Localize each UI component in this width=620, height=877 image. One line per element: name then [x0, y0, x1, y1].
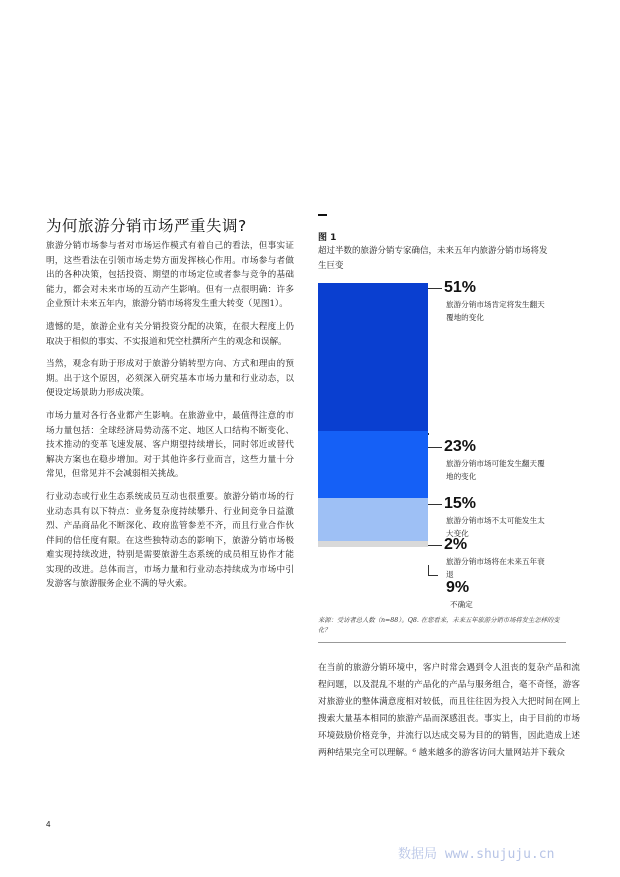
leader-line — [428, 433, 429, 435]
figure-dash — [318, 214, 327, 216]
body-right-paragraph: 在当前的旅游分销环境中，客户时常会遇到令人沮丧的复杂产品和流程问题，以及混乱不堪的产品化的产品与服务组合，毫不奇怪，游客对旅游业的整体满意度相对较低，而且往往因为投入大把时间在网上搜索大量基本相同的旅游产品而深感沮丧。事实上，由于目前的市场环境鼓励价格竞争，并流行以达成交易为目的的销售，因此造成上述两种结果完全可以理解。⁶ 越来越多的游客访问大量网站并下载众 — [318, 663, 580, 758]
leader-line — [428, 288, 442, 289]
value-label: 9% — [446, 579, 470, 596]
value-label: 51% — [444, 279, 477, 296]
page-title: 为何旅游分销市场严重失调? — [46, 217, 247, 235]
paragraph: 行业动态或行业生态系统成员互动也很重要。旅游分销市场的行业动态具有以下特点：业务复杂度持续攀升、行业间竞争日益激烈、产品商品化不断深化、政府监管参差不齐，而且行业合作伙伴间的信任度有限。在这些独特动态的影响下，旅游分销市场极难实现持续改进，特别是需要旅游生态系统的成员相互协作才能实现的改进。总体而言，市场力量和行业动态持续成为市场中引发游客与旅游服务企业不满的导火索。 — [46, 491, 294, 590]
category-label: 不确定 — [450, 600, 473, 609]
value-label: 23% — [444, 438, 477, 455]
value-label: 15% — [444, 495, 477, 512]
leader-line — [428, 565, 429, 575]
bar-segment-51 — [318, 283, 428, 431]
leader-line — [428, 545, 442, 546]
paragraph: 旅游分销市场参与者对市场运作模式有着自己的看法，但事实证明，这些看法在引领市场走势方面发挥核心作用。市场参与者做出的各种决策，包括投资、期望的市场定位或者参与竞争的基础能力，都会对未来市场的互动产生影响。但有一点很明确：许多企业预计未来五年内，旅游分销市场将发生重大转变（见图1）。 — [46, 241, 294, 310]
figure-caption: 超过半数的旅游分销专家确信，未来五年内旅游分销市场将发生巨变 — [318, 246, 548, 271]
figure-label: 图 1 — [318, 233, 337, 243]
paragraph: 遗憾的是，旅游企业有关分销投资分配的决策，在很大程度上仍取决于相似的事实、不实报道和凭空杜撰所产生的观念和误解。 — [46, 321, 294, 347]
leader-line — [428, 447, 442, 448]
figure-source-note: 来源：受访者总人数（n=88）。Q8. 在您看来，未来五年旅游分销市场将发生怎样的变化？ — [318, 617, 560, 634]
page-number: 4 — [46, 820, 51, 829]
stacked-bar-chart — [318, 283, 428, 573]
leader-line — [428, 504, 442, 505]
divider — [318, 642, 566, 643]
bar-segment-15 — [318, 498, 428, 542]
paragraph: 当然，观念有助于形成对于旅游分销转型方向、方式和理由的预期。出于这个原因，必须深入研究基本市场力量和行业动态，以便设定场景助力形成决策。 — [46, 359, 294, 399]
watermark: 数据局 www.shujuju.cn — [398, 847, 555, 862]
value-label: 2% — [444, 536, 468, 553]
category-label: 旅游分销市场将在未来五年衰退 — [446, 557, 545, 579]
category-label: 旅游分销市场不太可能发生太大变化 — [446, 516, 545, 538]
body-left-column — [46, 239, 294, 600]
category-label: 旅游分销市场可能发生翻天覆地的变化 — [446, 459, 545, 481]
category-label: 旅游分销市场肯定将发生翻天覆地的变化 — [446, 300, 545, 322]
bar-segment-23 — [318, 431, 428, 498]
paragraph: 市场力量对各行各业都产生影响。在旅游业中，最值得注意的市场力量包括：全球经济局势动荡不定、地区人口结构不断变化、技术推动的变革飞速发展、客户期望持续增长，同时邻近或替代解决方案也在稳步增加。对于其他许多行业而言，这些力量十分常见，但常见并不会减弱相关挑战。 — [46, 410, 294, 480]
leader-line — [428, 575, 438, 576]
bar-segment-9 — [318, 547, 428, 573]
